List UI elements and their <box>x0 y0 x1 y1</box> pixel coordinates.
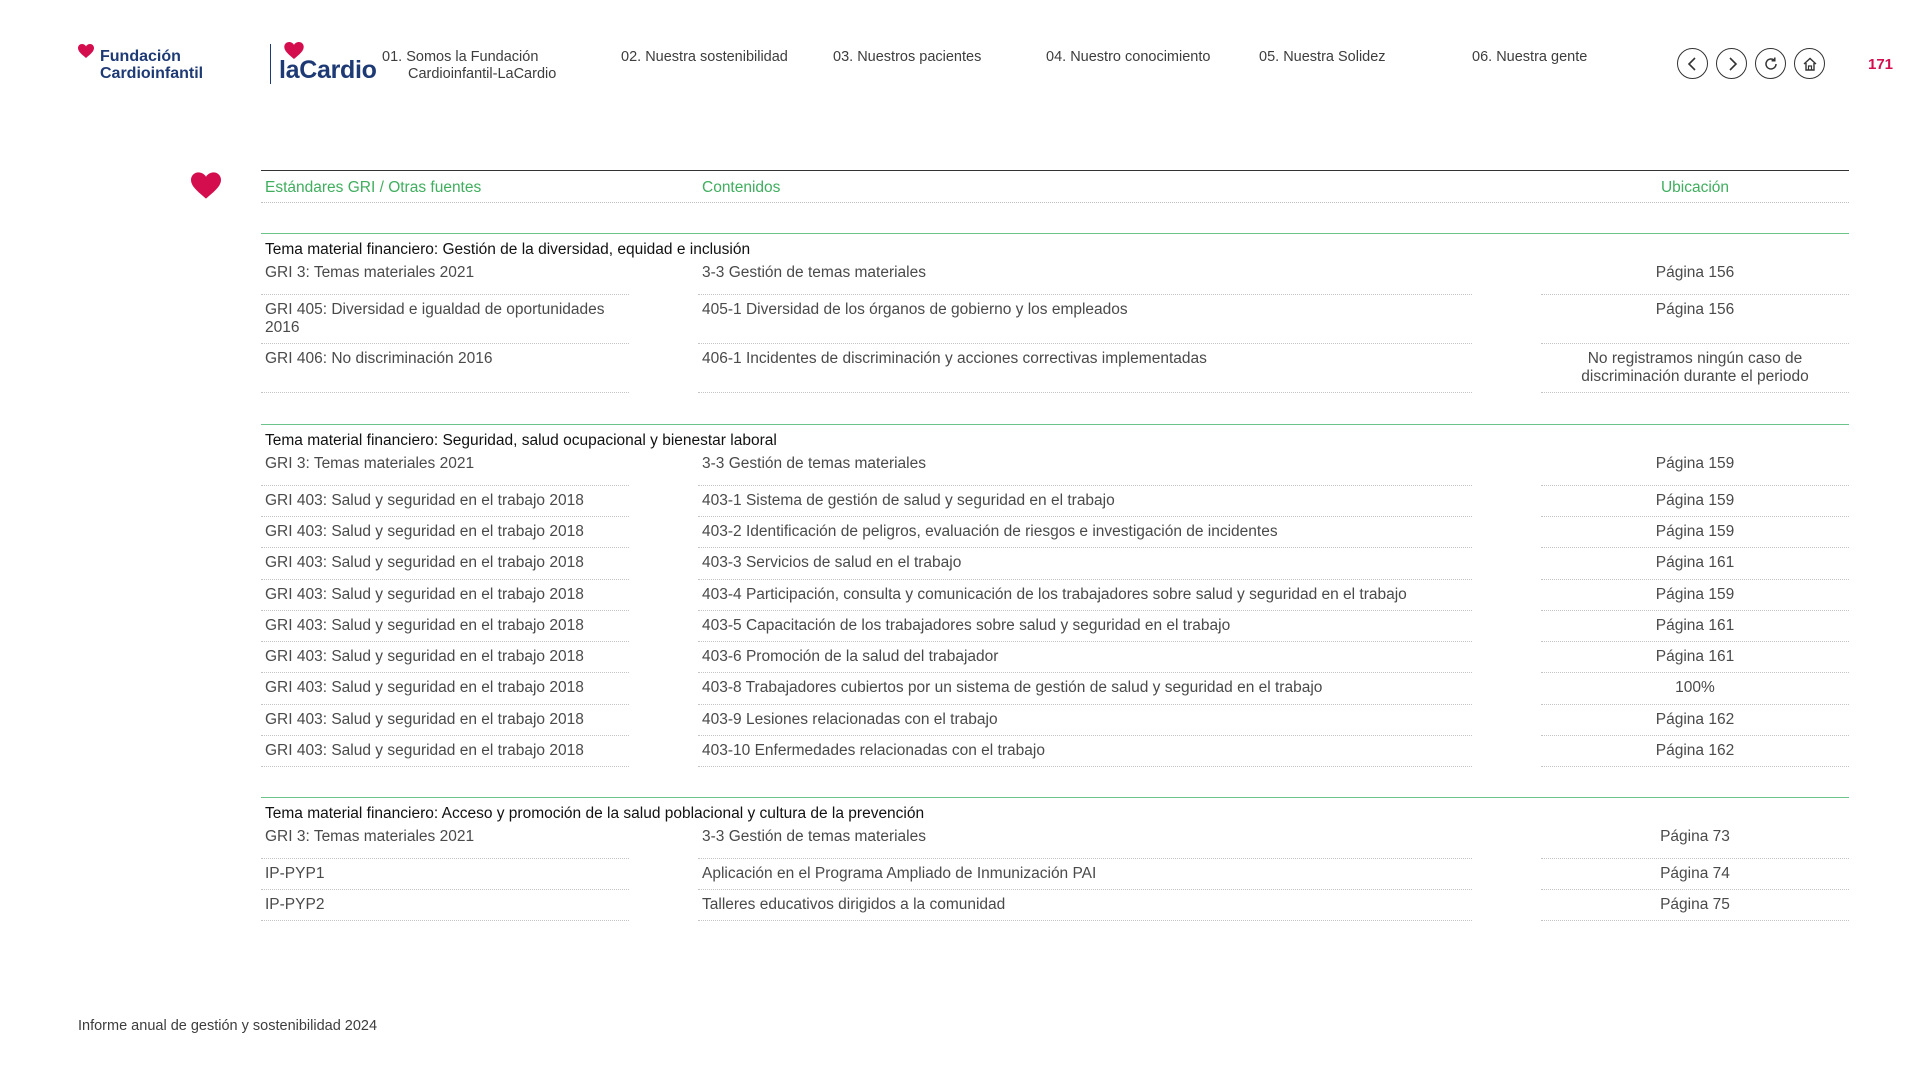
cell-standard: GRI 403: Salud y seguridad en el trabajo 2018 <box>265 679 584 696</box>
cell-standard: GRI 403: Salud y seguridad en el trabajo 2018 <box>265 711 584 728</box>
cell-location: No registramos ningún caso de discriminación durante el periodo <box>1581 350 1809 385</box>
cell-content: 403-2 Identificación de peligros, evaluación de riesgos e investigación de incidentes <box>702 523 1278 540</box>
brand-name-line1: Fundación <box>100 48 181 65</box>
section-title: Tema material financiero: Seguridad, salud ocupacional y bienestar laboral <box>261 424 1849 455</box>
cell-location: Página 75 <box>1660 896 1730 913</box>
cell-standard: GRI 403: Salud y seguridad en el trabajo 2018 <box>265 523 584 540</box>
table-body <box>261 233 1849 921</box>
table-header <box>261 170 1849 203</box>
cell-content: Talleres educativos dirigidos a la comunidad <box>702 896 1006 913</box>
table-row <box>261 673 1849 705</box>
footer-report-title: Informe anual de gestión y sostenibilidad 2024 <box>78 1018 378 1034</box>
cell-standard: IP-PYP1 <box>265 865 325 882</box>
chevron-right-icon <box>1724 56 1740 72</box>
cell-location: Página 161 <box>1655 554 1735 571</box>
table-row <box>261 580 1849 611</box>
cell-divider <box>698 392 1472 393</box>
cell-divider <box>1541 920 1849 921</box>
cell-content: 403-6 Promoción de la salud del trabajador <box>702 648 999 665</box>
table-row <box>261 455 1849 486</box>
cell-location: Página 159 <box>1655 492 1735 509</box>
page-number: 171 <box>1868 56 1894 73</box>
cell-standard: GRI 3: Temas materiales 2021 <box>265 828 475 845</box>
cell-content: 403-8 Trabajadores cubiertos por un sistema de gestión de salud y seguridad en el trabajo <box>702 679 1323 696</box>
cell-content: 406-1 Incidentes de discriminación y acciones correctivas implementadas <box>702 350 1207 367</box>
cell-location: Página 162 <box>1655 711 1735 728</box>
cell-content: 403-5 Capacitación de los trabajadores sobre salud y seguridad en el trabajo <box>702 617 1231 634</box>
cell-content: 3-3 Gestión de temas materiales <box>702 455 926 472</box>
nav-item-number: 04. <box>1046 49 1067 65</box>
table-row <box>261 611 1849 642</box>
cell-standard: GRI 405: Diversidad e igualdad de oportunidades 2016 <box>265 301 605 336</box>
brand-short-name: laCardio <box>279 56 377 84</box>
cell-content: 403-3 Servicios de salud en el trabajo <box>702 554 962 571</box>
nav-item-number: 03. <box>833 49 854 65</box>
brand-name-line2: Cardioinfantil <box>100 65 204 82</box>
nav-item-label: Nuestra sostenibilidad <box>645 49 788 65</box>
nav-buttons <box>1677 48 1825 79</box>
heart-icon <box>78 44 94 58</box>
column-header-contents: Contenidos <box>702 179 781 196</box>
table-row <box>261 890 1849 921</box>
table-row <box>261 486 1849 517</box>
table-row <box>261 344 1849 393</box>
cell-standard: IP-PYP2 <box>265 896 325 913</box>
section-title: Tema material financiero: Acceso y promoción de la salud poblacional y cultura de la prevención <box>261 797 1849 828</box>
cell-location: Página 162 <box>1655 742 1735 759</box>
refresh-button[interactable] <box>1755 48 1786 79</box>
nav-item-label: Nuestro conocimiento <box>1070 49 1211 65</box>
nav-item-label: Nuestros pacientes <box>857 49 982 65</box>
cell-content: 403-10 Enfermedades relacionadas con el trabajo <box>702 742 1045 759</box>
table-row <box>261 295 1849 344</box>
cell-divider <box>698 920 1472 921</box>
cell-location: Página 159 <box>1655 523 1735 540</box>
nav-item-number: 01. <box>382 49 403 65</box>
table-row <box>261 517 1849 548</box>
cell-divider <box>1541 766 1849 767</box>
nav-item-number: 05. <box>1259 49 1280 65</box>
nav-item-label-line2: Cardioinfantil-LaCardio <box>408 66 557 82</box>
table-row <box>261 705 1849 736</box>
column-header-standards: Estándares GRI / Otras fuentes <box>265 179 482 196</box>
table-section <box>261 797 1849 921</box>
cell-content: 3-3 Gestión de temas materiales <box>702 264 926 281</box>
cell-standard: GRI 3: Temas materiales 2021 <box>265 264 475 281</box>
cell-content: Aplicación en el Programa Ampliado de Inmunización PAI <box>702 865 1097 882</box>
cell-standard: GRI 3: Temas materiales 2021 <box>265 455 475 472</box>
cell-standard: GRI 403: Salud y seguridad en el trabajo 2018 <box>265 492 584 509</box>
cell-divider <box>261 392 629 393</box>
refresh-icon <box>1763 56 1779 72</box>
nav-item-label: Nuestra gente <box>1496 49 1588 65</box>
table-section <box>261 233 1849 393</box>
nav-item-label: Nuestra Solidez <box>1283 49 1386 65</box>
cell-location: Página 156 <box>1655 301 1735 318</box>
nav-item-number: 06. <box>1472 49 1493 65</box>
cell-location: 100% <box>1675 679 1715 696</box>
cell-content: 405-1 Diversidad de los órganos de gobierno y los empleados <box>702 301 1128 318</box>
brand-name <box>100 48 203 82</box>
cell-content: 403-9 Lesiones relacionadas con el trabajo <box>702 711 998 728</box>
cell-divider <box>698 766 1472 767</box>
section-title: Tema material financiero: Gestión de la diversidad, equidad e inclusión <box>261 233 1849 264</box>
cell-standard: GRI 406: No discriminación 2016 <box>265 350 493 367</box>
cell-standard: GRI 403: Salud y seguridad en el trabajo 2018 <box>265 586 584 603</box>
table-row <box>261 264 1849 295</box>
cell-location: Página 159 <box>1655 586 1735 603</box>
nav-item-sostenibilidad[interactable] <box>621 49 788 66</box>
heart-icon <box>191 172 221 199</box>
column-header-location: Ubicación <box>1660 179 1730 196</box>
cell-location: Página 161 <box>1655 648 1735 665</box>
cell-standard: GRI 403: Salud y seguridad en el trabajo 2018 <box>265 742 584 759</box>
logo-divider <box>270 44 271 84</box>
nav-item-conocimiento[interactable] <box>1046 49 1210 66</box>
nav-item-label: Somos la Fundación <box>406 49 539 65</box>
cell-location: Página 161 <box>1655 617 1735 634</box>
table-row <box>261 548 1849 580</box>
nav-item-somos[interactable] <box>382 49 556 83</box>
home-icon <box>1802 56 1818 72</box>
table-row <box>261 736 1849 767</box>
nav-item-solidez[interactable] <box>1259 49 1386 66</box>
table-row <box>261 828 1849 859</box>
gri-index-table <box>261 170 1849 921</box>
home-button[interactable] <box>1794 48 1825 79</box>
nav-item-pacientes[interactable] <box>833 49 981 66</box>
nav-item-gente[interactable] <box>1472 49 1587 66</box>
next-page-button[interactable] <box>1716 48 1747 79</box>
cell-divider <box>261 766 629 767</box>
cell-standard: GRI 403: Salud y seguridad en el trabajo 2018 <box>265 554 584 571</box>
cell-standard: GRI 403: Salud y seguridad en el trabajo 2018 <box>265 617 584 634</box>
cell-divider <box>261 920 629 921</box>
previous-page-button[interactable] <box>1677 48 1708 79</box>
chevron-left-icon <box>1685 56 1701 72</box>
nav-item-number: 02. <box>621 49 642 65</box>
table-section <box>261 424 1849 767</box>
cell-standard: GRI 403: Salud y seguridad en el trabajo 2018 <box>265 648 584 665</box>
cell-divider <box>1541 392 1849 393</box>
cell-location: Página 159 <box>1655 455 1735 472</box>
cell-location: Página 73 <box>1660 828 1730 845</box>
cell-location: Página 156 <box>1655 264 1735 281</box>
cell-content: 3-3 Gestión de temas materiales <box>702 828 926 845</box>
table-row <box>261 859 1849 890</box>
cell-content: 403-4 Participación, consulta y comunicación de los trabajadores sobre salud y seguridad en el trabajo <box>702 586 1407 603</box>
cell-content: 403-1 Sistema de gestión de salud y seguridad en el trabajo <box>702 492 1115 509</box>
cell-location: Página 74 <box>1660 865 1730 882</box>
table-row <box>261 642 1849 673</box>
header-divider <box>261 202 1849 203</box>
